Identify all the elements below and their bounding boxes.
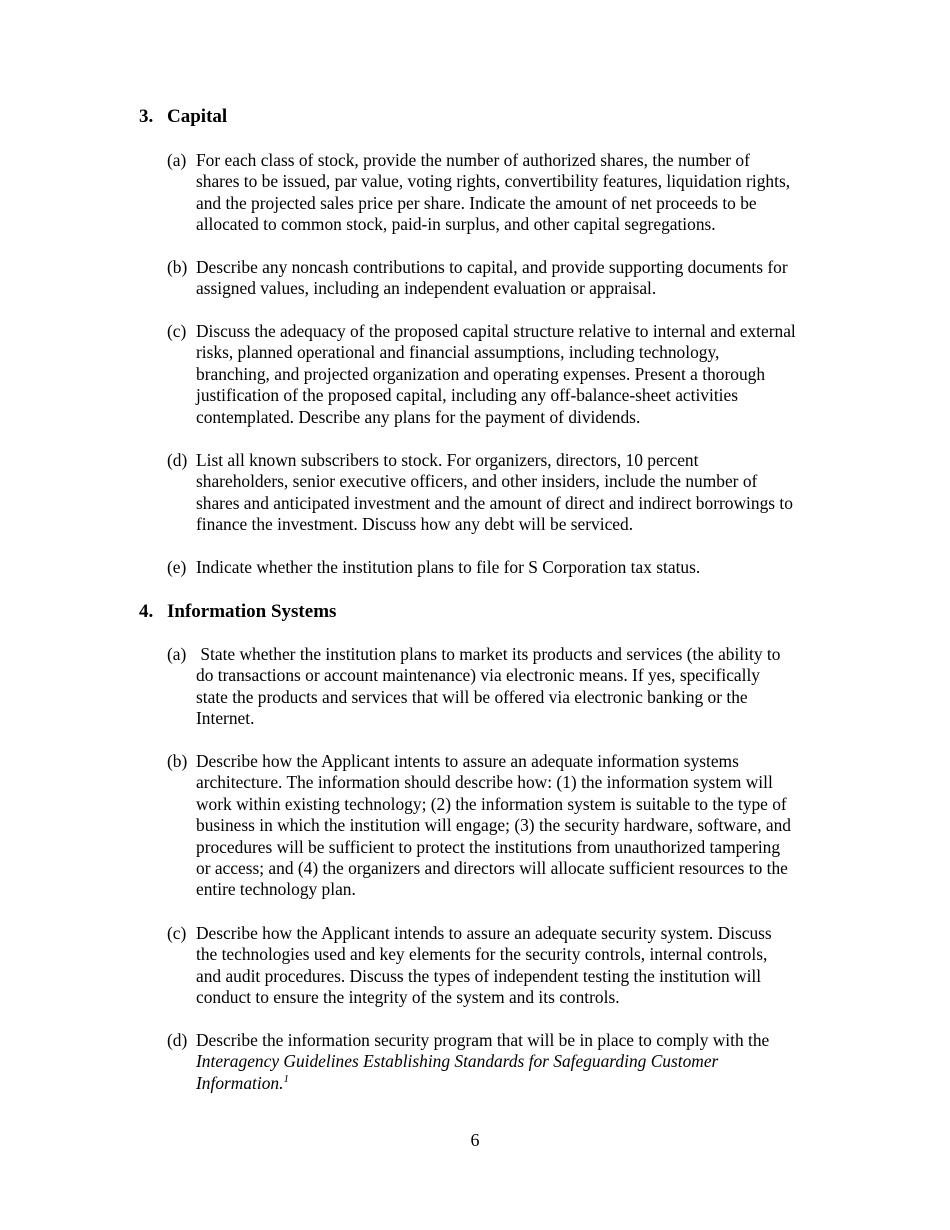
item-text — [196, 150, 847, 236]
section-number: 3. — [139, 106, 154, 127]
guidelines-title-line: Interagency Guidelines Establishing Standards for Safeguarding Customer — [196, 1051, 719, 1072]
item-text — [196, 321, 847, 428]
text-line: the technologies used and key elements for the security controls, internal controls, — [196, 944, 768, 965]
item-text — [196, 557, 847, 578]
guidelines-title-line-end — [196, 1073, 847, 1094]
item-label: (c) — [167, 923, 187, 943]
text-line: Describe how the Applicant intends to assure an adequate security system. Discuss — [196, 923, 772, 943]
capital-item-c — [167, 321, 847, 428]
text-line: risks, planned operational and financial assumptions, including technology, — [196, 342, 720, 363]
text-line: state the products and services that will be offered via electronic banking or the — [196, 686, 748, 707]
section-title: Capital — [167, 106, 228, 127]
text-line: shares and anticipated investment and the amount of direct and indirect borrowings to — [196, 492, 793, 513]
text-line: assigned values, including an independent evaluation or appraisal. — [196, 278, 657, 299]
item-text — [196, 450, 847, 536]
information-systems-item-a — [167, 644, 847, 730]
text-line: work within existing technology; (2) the information system is suitable to the type of — [196, 793, 787, 814]
text-line: Describe how the Applicant intents to assure an adequate information systems — [196, 751, 739, 771]
section-heading-capital — [139, 106, 227, 128]
section-number: 4. — [139, 601, 154, 622]
item-text — [196, 751, 847, 901]
text-line: For each class of stock, provide the number of authorized shares, the number of — [196, 150, 750, 170]
text-line: Internet. — [196, 708, 255, 729]
item-text — [196, 644, 847, 730]
item-label: (e) — [167, 557, 187, 577]
text-line: or access; and (4) the organizers and directors will allocate sufficient resources to the — [196, 858, 788, 879]
guidelines-title-text: Information. — [196, 1072, 284, 1093]
text-line: Describe the information security program that will be in place to comply with the — [196, 1030, 770, 1050]
section-title: Information Systems — [167, 601, 337, 622]
text-line: and audit procedures. Discuss the types of independent testing the institution will — [196, 965, 762, 986]
text-line: shareholders, senior executive officers, and other insiders, include the number of — [196, 471, 758, 492]
capital-item-a — [167, 150, 847, 236]
item-text — [196, 923, 847, 1009]
item-label: (a) — [167, 150, 187, 170]
text-line: Indicate whether the institution plans to file for S Corporation tax status. — [196, 557, 701, 577]
text-line: Describe any noncash contributions to capital, and provide supporting documents for — [196, 257, 788, 277]
item-label: (a) — [167, 644, 187, 664]
item-label: (b) — [167, 751, 188, 771]
text-line: List all known subscribers to stock. For organizers, directors, 10 percent — [196, 450, 699, 470]
capital-item-b — [167, 257, 847, 300]
text-line: branching, and projected organization and operating expenses. Present a thorough — [196, 363, 766, 384]
capital-item-e — [167, 557, 847, 578]
item-label: (d) — [167, 450, 188, 470]
text-line: entire technology plan. — [196, 879, 356, 900]
text-line: justification of the proposed capital, including any off-balance-sheet activities — [196, 385, 738, 406]
text-line: finance the investment. Discuss how any debt will be serviced. — [196, 514, 634, 535]
text-line: architecture. The information should describe how: (1) the information system will — [196, 772, 773, 793]
text-line: procedures will be sufficient to protect the institutions from unauthorized tampering — [196, 836, 781, 857]
text-line: Discuss the adequacy of the proposed capital structure relative to internal and external — [196, 321, 796, 341]
text-line: State whether the institution plans to market its products and services (the ability to — [196, 644, 781, 664]
information-systems-item-c — [167, 923, 847, 1009]
section-heading-information-systems — [139, 601, 336, 623]
information-systems-item-d — [167, 1030, 847, 1094]
capital-item-d — [167, 450, 847, 536]
page-number: 6 — [470, 1130, 480, 1150]
item-label: (d) — [167, 1030, 188, 1050]
footnote-reference[interactable]: 1 — [283, 1072, 289, 1085]
text-line: do transactions or account maintenance) via electronic means. If yes, specifically — [196, 665, 760, 686]
text-line: contemplated. Describe any plans for the payment of dividends. — [196, 406, 641, 427]
item-text — [196, 1030, 847, 1094]
text-line: business in which the institution will engage; (3) the security hardware, software, and — [196, 815, 791, 836]
text-line: and the projected sales price per share. Indicate the amount of net proceeds to be — [196, 192, 757, 213]
item-text — [196, 257, 847, 300]
text-line: allocated to common stock, paid-in surplus, and other capital segregations. — [196, 214, 716, 235]
text-line: conduct to ensure the integrity of the system and its controls. — [196, 987, 620, 1008]
item-label: (b) — [167, 257, 188, 277]
text-line: shares to be issued, par value, voting rights, convertibility features, liquidation rights, — [196, 171, 791, 192]
information-systems-item-b — [167, 751, 847, 901]
item-label: (c) — [167, 321, 187, 341]
